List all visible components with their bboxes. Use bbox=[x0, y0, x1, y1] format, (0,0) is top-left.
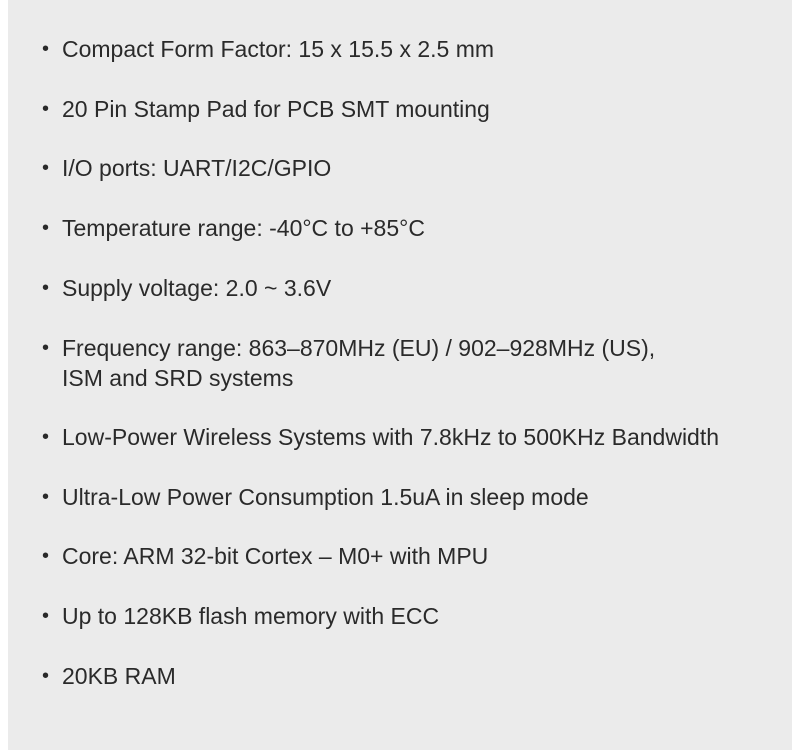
feature-text: Supply voltage: 2.0 ~ 3.6V bbox=[62, 275, 332, 301]
feature-text: I/O ports: UART/I2C/GPIO bbox=[62, 155, 332, 181]
list-item bbox=[42, 422, 782, 452]
list-item bbox=[42, 213, 782, 243]
bullet-icon: • bbox=[42, 337, 50, 359]
spec-panel bbox=[8, 0, 792, 750]
feature-text: Low-Power Wireless Systems with 7.8kHz to 500KHz Bandwidth bbox=[62, 424, 720, 450]
feature-text: Frequency range: 863–870MHz (EU) / 902–928MHz (US), ISM and SRD systems bbox=[62, 335, 656, 391]
feature-text: Core: ARM 32-bit Cortex – M0+ with MPU bbox=[62, 543, 489, 569]
list-item bbox=[42, 153, 782, 183]
bullet-icon: • bbox=[42, 665, 50, 687]
list-item bbox=[42, 273, 782, 303]
feature-text: Temperature range: -40°C to +85°C bbox=[62, 215, 425, 241]
feature-text: 20 Pin Stamp Pad for PCB SMT mounting bbox=[62, 96, 490, 122]
list-item bbox=[42, 94, 782, 124]
bullet-icon: • bbox=[42, 277, 50, 299]
list-item bbox=[42, 333, 782, 393]
list-item bbox=[42, 661, 782, 691]
bullet-icon: • bbox=[42, 486, 50, 508]
bullet-icon: • bbox=[42, 426, 50, 448]
list-item bbox=[42, 601, 782, 631]
feature-text: 20KB RAM bbox=[62, 663, 176, 689]
bullet-icon: • bbox=[42, 38, 50, 60]
feature-text: Up to 128KB flash memory with ECC bbox=[62, 603, 440, 629]
bullet-icon: • bbox=[42, 605, 50, 627]
list-item bbox=[42, 34, 782, 64]
feature-text: Ultra-Low Power Consumption 1.5uA in sleep mode bbox=[62, 484, 589, 510]
feature-text: Compact Form Factor: 15 x 15.5 x 2.5 mm bbox=[62, 36, 495, 62]
bullet-icon: • bbox=[42, 98, 50, 120]
bullet-icon: • bbox=[42, 217, 50, 239]
bullet-icon: • bbox=[42, 545, 50, 567]
list-item bbox=[42, 541, 782, 571]
list-item bbox=[42, 482, 782, 512]
bullet-icon: • bbox=[42, 157, 50, 179]
